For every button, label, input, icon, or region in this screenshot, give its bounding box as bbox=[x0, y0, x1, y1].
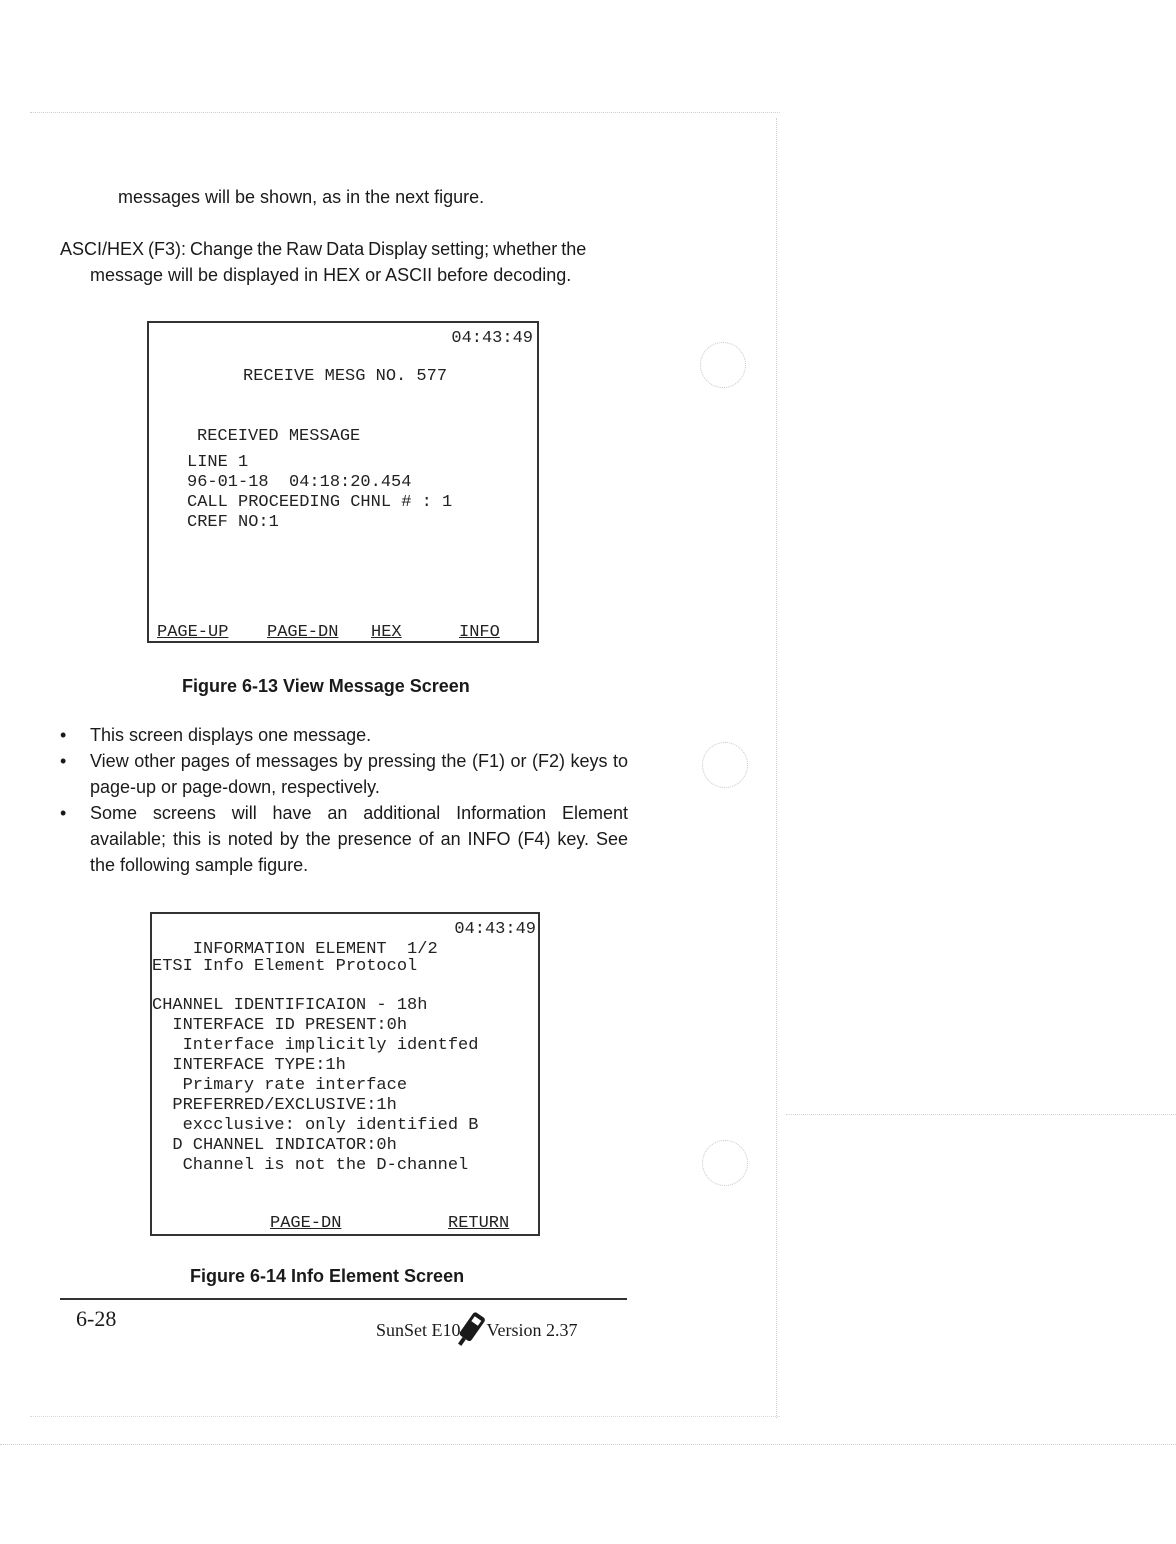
screen-line: 96-01-18 04:18:20.454 bbox=[187, 473, 412, 492]
scan-dotted-line-bottom bbox=[30, 1416, 780, 1417]
screen-line: CHANNEL IDENTIFICAION - 18h bbox=[152, 996, 428, 1015]
footer-product bbox=[376, 1310, 578, 1350]
screen-line: Channel is not the D-channel bbox=[152, 1156, 469, 1175]
page-number: 6-28 bbox=[76, 1306, 117, 1331]
figure-6-14-caption: Figure 6-14 Info Element Screen bbox=[190, 1266, 465, 1286]
bullet-list bbox=[58, 722, 628, 878]
intro-continuation: messages will be shown, as in the next figure. bbox=[118, 187, 485, 207]
screen-line: CALL PROCEEDING CHNL # : 1 bbox=[187, 493, 453, 512]
softkey-hex[interactable]: HEX bbox=[371, 623, 402, 642]
screen-line: PREFERRED/EXCLUSIVE:1h bbox=[152, 1096, 397, 1115]
info-element-screen bbox=[150, 912, 540, 1236]
binder-hole-icon bbox=[702, 1140, 748, 1186]
product-version: Version 2.37 bbox=[486, 1319, 578, 1340]
screen-line: LINE 1 bbox=[187, 453, 249, 472]
sunset-logo-icon bbox=[455, 1310, 485, 1350]
bullet-item: • This screen displays one message. bbox=[58, 722, 628, 748]
scan-dotted-line-bottom-2 bbox=[0, 1444, 1176, 1445]
screen-line: CREF NO:1 bbox=[187, 513, 279, 532]
bullet-item: • View other pages of messages by pressing the (F1) or (F2) keys to page-up or page-down, respectively. bbox=[58, 748, 628, 800]
view-message-screen bbox=[147, 321, 539, 643]
softkey-page-dn[interactable]: PAGE-DN bbox=[267, 623, 339, 642]
screen-title: RECEIVE MESG NO. 577 bbox=[243, 367, 448, 386]
screen-line: Primary rate interface bbox=[152, 1076, 408, 1095]
screen-line: INFORMATION ELEMENT 1/2 bbox=[152, 940, 438, 959]
softkey-return[interactable]: RETURN bbox=[448, 1214, 510, 1233]
product-name: SunSet E10 bbox=[376, 1319, 461, 1340]
figure-6-13-caption: Figure 6-13 View Message Screen bbox=[182, 676, 470, 696]
softkey-info[interactable]: INFO bbox=[459, 623, 500, 642]
screen-time: 04:43:49 bbox=[451, 329, 533, 348]
asci-hex-line-2: message will be displayed in HEX or ASCII before decoding. bbox=[90, 265, 572, 285]
screen-line: D CHANNEL INDICATOR:0h bbox=[152, 1136, 397, 1155]
page-edge-line bbox=[776, 118, 777, 1418]
footer-rule bbox=[60, 1298, 627, 1300]
asci-hex-line-1: ASCI/HEX (F3): Change the Raw Data Display setting; whether the bbox=[60, 239, 587, 259]
binder-hole-icon bbox=[700, 342, 746, 388]
screen-line: INTERFACE ID PRESENT:0h bbox=[152, 1016, 408, 1035]
scan-dotted-line-top bbox=[30, 112, 780, 113]
binder-hole-icon bbox=[702, 742, 748, 788]
bullet-item: • Some screens will have an additional Information Element available; this is noted by the presence of an INFO (F4) key. See the following sample figure. bbox=[58, 800, 628, 878]
screen-line: excclusive: only identified B bbox=[152, 1116, 479, 1135]
screen-line: Interface implicitly identfed bbox=[152, 1036, 479, 1055]
softkey-page-dn[interactable]: PAGE-DN bbox=[270, 1214, 342, 1233]
screen-line: INTERFACE TYPE:1h bbox=[152, 1056, 346, 1075]
softkey-page-up[interactable]: PAGE-UP bbox=[157, 623, 229, 642]
scan-dotted-line-right bbox=[786, 1114, 1176, 1115]
screen-time: 04:43:49 bbox=[454, 920, 536, 939]
screen-line: ETSI Info Element Protocol bbox=[152, 957, 418, 976]
screen-line: RECEIVED MESSAGE bbox=[197, 427, 361, 446]
